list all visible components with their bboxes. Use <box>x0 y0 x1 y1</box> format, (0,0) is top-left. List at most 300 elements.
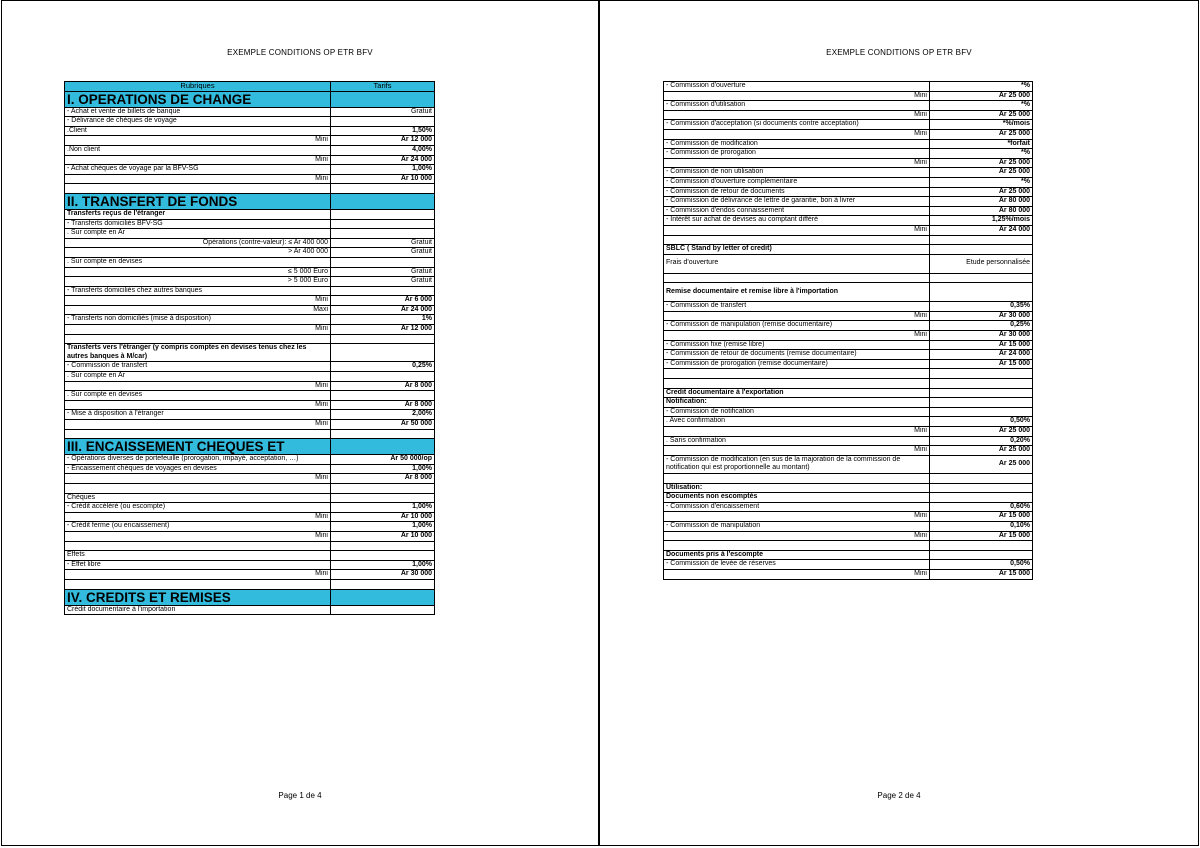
table-row <box>65 605 435 615</box>
table-row <box>65 400 435 410</box>
rubrique-cell: Mini <box>65 174 331 184</box>
tarif-cell: 1,00% <box>331 165 435 175</box>
table-row <box>664 245 1033 255</box>
tarif-cell: Ar 25 000 <box>930 110 1033 120</box>
rubrique-cell: Mini <box>65 381 331 391</box>
rubrique-cell: - Commission de manipulation (remise documentaire) <box>664 321 930 331</box>
rubrique-cell <box>664 235 930 245</box>
tarif-cell <box>331 257 435 267</box>
tarif-cell <box>331 372 435 382</box>
tarif-cell: Ar 25 000 <box>930 158 1033 168</box>
rubrique-cell: - Commission d'acceptation (si documents contre acceptation) <box>664 120 930 130</box>
tarif-cell: *%/mois <box>930 120 1033 130</box>
tarif-cell: 0,20% <box>930 436 1033 446</box>
page-2 <box>599 0 1199 846</box>
rubrique-cell: Frais d'ouverture <box>664 254 930 273</box>
tarif-cell: Gratuit <box>331 238 435 248</box>
tarif-cell <box>331 209 435 219</box>
table-row <box>664 273 1033 283</box>
rubrique-cell: Mini <box>65 296 331 306</box>
tarif-cell <box>930 379 1033 389</box>
table-row <box>65 248 435 258</box>
tarif-cell: 0,50% <box>930 417 1033 427</box>
tarif-cell <box>331 344 435 362</box>
rubrique-cell: - Commission d'encaissement <box>664 502 930 512</box>
tarif-cell: Ar 24 000 <box>331 155 435 165</box>
table-row <box>65 531 435 541</box>
rubrique-cell: - Commission d'ouverture complémentaire <box>664 177 930 187</box>
table-row <box>664 331 1033 341</box>
tarif-cell <box>930 369 1033 379</box>
section-title-filler <box>331 439 435 455</box>
rubrique-cell: - Encaissement chèques de voyages en devises <box>65 464 331 474</box>
rubrique-cell: .Client <box>65 126 331 136</box>
table-row <box>664 512 1033 522</box>
rubrique-cell: Chèques <box>65 493 331 503</box>
tarif-cell: Gratuit <box>331 277 435 287</box>
rubrique-cell: Notification: <box>664 398 930 408</box>
rubrique-cell: - Commission de levée de réserves <box>664 560 930 570</box>
tarif-cell: Ar 30 000 <box>930 311 1033 321</box>
rubrique-cell: Mini <box>65 420 331 430</box>
rubrique-cell: Mini <box>664 331 930 341</box>
rubrique-cell: > 5 000 Euro <box>65 277 331 287</box>
rubrique-cell: - Transferts non domiciliés (mise à disposition) <box>65 315 331 325</box>
tarif-cell <box>930 388 1033 398</box>
tarif-cell <box>331 579 435 589</box>
tarif-cell <box>331 541 435 551</box>
rubrique-cell <box>664 273 930 283</box>
section-heading-row <box>65 91 435 107</box>
table-row <box>65 209 435 219</box>
table-row <box>664 473 1033 483</box>
rubrique-cell: Credit documentaire à l'exportation <box>664 388 930 398</box>
tarif-cell: Ar 25 000 <box>930 187 1033 197</box>
tarif-cell: 4,00% <box>331 145 435 155</box>
section-title: IV. CREDITS ET REMISES <box>65 589 331 605</box>
page-1 <box>1 0 599 846</box>
rubrique-cell: - Commission de retour de documents (remise documentaire) <box>664 350 930 360</box>
tarif-cell <box>930 550 1033 560</box>
tarif-cell: 0,10% <box>930 521 1033 531</box>
rubrique-cell: - Commission de modification <box>664 139 930 149</box>
rubrique-cell: SBLC ( Stand by letter of credit) <box>664 245 930 255</box>
table-row <box>664 359 1033 369</box>
tarif-cell: 0,60% <box>930 502 1033 512</box>
tarif-cell <box>930 493 1033 503</box>
table-row <box>664 302 1033 312</box>
table-row <box>65 483 435 493</box>
tarif-cell: Ar 25 000 <box>930 427 1033 437</box>
rubrique-cell: > Ar 400 000 <box>65 248 331 258</box>
table-row <box>65 420 435 430</box>
tarif-cell <box>930 541 1033 551</box>
rubrique-cell <box>664 473 930 483</box>
table-row <box>65 145 435 155</box>
tarif-cell: Ar 10 000 <box>331 512 435 522</box>
table-row <box>664 206 1033 216</box>
table-row <box>664 91 1033 101</box>
tarif-cell: 1,00% <box>331 560 435 570</box>
tarif-cell: 0,50% <box>930 560 1033 570</box>
tarif-cell: Ar 24 000 <box>930 350 1033 360</box>
rubrique-cell: - Commission de non utilisation <box>664 168 930 178</box>
tarif-cell <box>331 391 435 401</box>
rubrique-cell: Mini <box>664 129 930 139</box>
tarif-cell: Ar 30 000 <box>930 331 1033 341</box>
tarif-cell: Ar 24 000 <box>930 225 1033 235</box>
table-row <box>664 483 1033 493</box>
tarif-cell <box>331 286 435 296</box>
rubrique-cell: - Opérations diverses de portefeuille (prorogation, impayé, acceptation, …) <box>65 455 331 465</box>
table-row <box>65 277 435 287</box>
table-row <box>664 120 1033 130</box>
table-row <box>65 455 435 465</box>
rubrique-cell: Mini <box>664 569 930 579</box>
table-row <box>65 464 435 474</box>
section-title: I. OPERATIONS DE CHANGE <box>65 91 331 107</box>
table-row <box>664 197 1033 207</box>
tarif-cell: *% <box>930 82 1033 92</box>
table-row <box>65 381 435 391</box>
rubrique-cell: Mini <box>65 474 331 484</box>
page-footer: Page 2 de 4 <box>877 791 921 800</box>
table-row <box>664 82 1033 92</box>
tariff-table <box>64 81 435 615</box>
table-row <box>65 184 435 194</box>
table-row <box>65 362 435 372</box>
table-row <box>65 229 435 239</box>
table-row <box>664 350 1033 360</box>
table-row <box>664 550 1033 560</box>
tarif-cell <box>930 398 1033 408</box>
table-row <box>664 177 1033 187</box>
tarif-cell <box>930 407 1033 417</box>
table-row <box>65 570 435 580</box>
tarif-cell: Ar 12 000 <box>331 136 435 146</box>
rubrique-cell <box>65 579 331 589</box>
tarif-cell: Ar 15 000 <box>930 359 1033 369</box>
table-row <box>65 372 435 382</box>
section-heading-row <box>65 439 435 455</box>
table-row <box>664 369 1033 379</box>
tarif-cell: *forfait <box>930 139 1033 149</box>
table-row <box>664 101 1033 111</box>
table-row <box>664 311 1033 321</box>
tariff-table <box>663 81 1033 580</box>
rubrique-cell: - Transferts domiciliés chez autres banques <box>65 286 331 296</box>
table-row <box>664 436 1033 446</box>
tarif-cell: Ar 25 000 <box>930 168 1033 178</box>
tarif-cell: 0,25% <box>930 321 1033 331</box>
tarif-cell: Ar 30 000 <box>331 570 435 580</box>
rubrique-cell: Mini <box>65 400 331 410</box>
table-row <box>65 238 435 248</box>
rubrique-cell: - Commission de modification (en sus de la majoration de la commission de notification qui est proportionnelle au montant) <box>664 455 930 473</box>
table-row <box>664 225 1033 235</box>
rubrique-cell: .Non client <box>65 145 331 155</box>
rubrique-cell: Mini <box>664 446 930 456</box>
table-row <box>664 388 1033 398</box>
table-row <box>65 410 435 420</box>
tarif-cell: Ar 8 000 <box>331 474 435 484</box>
column-header-rubriques: Rubriques <box>65 82 331 92</box>
rubrique-cell: - Crédit ferme (ou encaissement) <box>65 522 331 532</box>
tarif-cell: 0,35% <box>930 302 1033 312</box>
tarif-cell <box>331 117 435 127</box>
tarif-cell: Ar 24 000 <box>331 305 435 315</box>
rubrique-cell: - Mise à disposition à l'étranger <box>65 410 331 420</box>
page-header: EXEMPLE CONDITIONS OP ETR BFV <box>227 48 373 57</box>
table-row <box>65 474 435 484</box>
tarif-cell: Ar 6 000 <box>331 296 435 306</box>
tarif-cell: Ar 25 000 <box>930 446 1033 456</box>
table-row <box>664 569 1033 579</box>
rubrique-cell <box>65 334 331 344</box>
rubrique-cell <box>664 541 930 551</box>
tarif-cell: 1,50% <box>331 126 435 136</box>
rubrique-cell: - Commission fixe (remise libre) <box>664 340 930 350</box>
table-row <box>65 107 435 117</box>
rubrique-cell: - Transferts domiciliés BFV-SG <box>65 219 331 229</box>
table-row <box>65 155 435 165</box>
table-row <box>65 174 435 184</box>
table-row <box>664 187 1033 197</box>
table-row <box>65 257 435 267</box>
tarif-cell: Ar 10 000 <box>331 174 435 184</box>
table-row <box>664 149 1033 159</box>
rubrique-cell: Mini <box>65 155 331 165</box>
tarif-cell <box>331 229 435 239</box>
tarif-cell: 1,00% <box>331 503 435 513</box>
table-row <box>664 283 1033 302</box>
rubrique-cell: - Commission de manipulation <box>664 521 930 531</box>
tarif-cell: Ar 15 000 <box>930 531 1033 541</box>
table-row <box>65 541 435 551</box>
rubrique-cell: - Commission de transfert <box>664 302 930 312</box>
table-row <box>664 168 1033 178</box>
table-row <box>65 512 435 522</box>
table-row <box>65 315 435 325</box>
rubrique-cell <box>65 483 331 493</box>
table-row <box>664 521 1033 531</box>
table-row <box>65 305 435 315</box>
rubrique-cell: Mini <box>664 311 930 321</box>
table-row <box>65 391 435 401</box>
tarif-cell: Ar 25 000 <box>930 455 1033 473</box>
rubrique-cell: Effets <box>65 551 331 561</box>
tarif-cell <box>331 483 435 493</box>
table-row <box>664 254 1033 273</box>
tarif-cell: Ar 12 000 <box>331 325 435 335</box>
section-heading-row <box>65 589 435 605</box>
rubrique-cell: - Commission d'endos connaissement <box>664 206 930 216</box>
rubrique-cell: - Commission de prorogation (remise documentaire) <box>664 359 930 369</box>
table-row <box>65 344 435 362</box>
tarif-cell: Ar 8 000 <box>331 381 435 391</box>
tarif-cell: Ar 80 000 <box>930 197 1033 207</box>
tarif-cell <box>930 235 1033 245</box>
tarif-cell <box>331 429 435 439</box>
rubrique-cell: . Sur compte en Ar <box>65 229 331 239</box>
tarif-cell: Ar 80 000 <box>930 206 1033 216</box>
tarif-cell: Gratuit <box>331 267 435 277</box>
tarif-cell <box>331 219 435 229</box>
table-row <box>664 158 1033 168</box>
table-row <box>664 139 1033 149</box>
rubrique-cell: Mini <box>65 136 331 146</box>
rubrique-cell: - Achat et vente de billets de banque <box>65 107 331 117</box>
tarif-cell <box>930 273 1033 283</box>
rubrique-cell: Documents non escomptés <box>664 493 930 503</box>
table-row <box>65 560 435 570</box>
rubrique-cell <box>65 184 331 194</box>
rubrique-cell: Mini <box>65 512 331 522</box>
tarif-cell <box>331 551 435 561</box>
rubrique-cell: . Sans confirmation <box>664 436 930 446</box>
table-row <box>664 560 1033 570</box>
rubrique-cell: . Sur compte en devises <box>65 391 331 401</box>
rubrique-cell: - Commission d'utilisation <box>664 101 930 111</box>
rubrique-cell: - Commission de prorogation <box>664 149 930 159</box>
rubrique-cell: Transferts reçus de l'étranger <box>65 209 331 219</box>
tarif-cell: 1% <box>331 315 435 325</box>
table-row <box>65 136 435 146</box>
tarif-cell: Ar 25 000 <box>930 91 1033 101</box>
rubrique-cell: - Commission de transfert <box>65 362 331 372</box>
rubrique-cell <box>65 429 331 439</box>
page-header: EXEMPLE CONDITIONS OP ETR BFV <box>826 48 972 57</box>
rubrique-cell: Maxi <box>65 305 331 315</box>
table-row <box>664 110 1033 120</box>
tarif-cell: Ar 15 000 <box>930 340 1033 350</box>
tarif-cell: 1,00% <box>331 464 435 474</box>
tarif-cell: 2,00% <box>331 410 435 420</box>
rubrique-cell: Crédit documentaire à l'importation <box>65 605 331 615</box>
table-row <box>65 267 435 277</box>
rubrique-cell: Mini <box>664 91 930 101</box>
rubrique-cell: - Commission de délivrance de lettre de garantie, bon à livrer <box>664 197 930 207</box>
rubrique-cell: Mini <box>664 531 930 541</box>
table-row <box>664 493 1033 503</box>
rubrique-cell <box>664 379 930 389</box>
rubrique-cell: Mini <box>664 158 930 168</box>
rubrique-cell: ≤ 5 000 Euro <box>65 267 331 277</box>
section-title-filler <box>331 193 435 209</box>
tarif-cell: Ar 8 000 <box>331 400 435 410</box>
tarif-cell <box>331 493 435 503</box>
section-heading-row <box>65 193 435 209</box>
tarif-cell: Gratuit <box>331 248 435 258</box>
rubrique-cell <box>65 541 331 551</box>
rubrique-cell: Documents pris à l'escompte <box>664 550 930 560</box>
table-row <box>664 417 1033 427</box>
tarif-cell: Ar 50 000 <box>331 420 435 430</box>
column-header-tarifs: Tarifs <box>331 82 435 92</box>
rubrique-cell: Transferts vers l'étranger (y compris comptes en devises tenus chez les autres banques à M/car) <box>65 344 331 362</box>
tarif-cell <box>331 334 435 344</box>
section-title: II. TRANSFERT DE FONDS <box>65 193 331 209</box>
tarif-cell <box>930 283 1033 302</box>
table-row <box>65 493 435 503</box>
rubrique-cell: Mini <box>664 225 930 235</box>
rubrique-cell: Mini <box>664 512 930 522</box>
tarif-cell: Ar 15 000 <box>930 512 1033 522</box>
tarif-cell: Gratuit <box>331 107 435 117</box>
table-row <box>65 296 435 306</box>
rubrique-cell: - Délivrance de chèques de voyage <box>65 117 331 127</box>
table-row <box>664 321 1033 331</box>
tarif-cell: Ar 50 000/op <box>331 455 435 465</box>
table-row <box>65 117 435 127</box>
rubrique-cell: . Sur compte en Ar <box>65 372 331 382</box>
tarif-cell: *% <box>930 149 1033 159</box>
tarif-cell: Ar 15 000 <box>930 569 1033 579</box>
rubrique-cell: Opérations (contre-valeur): ≤ Ar 400 000 <box>65 238 331 248</box>
table-row <box>664 379 1033 389</box>
table-row <box>664 398 1033 408</box>
tarif-cell: 1,00% <box>331 522 435 532</box>
tarif-cell: 1,25%/mois <box>930 216 1033 226</box>
rubrique-cell: Mini <box>65 325 331 335</box>
section-title: III. ENCAISSEMENT CHEQUES ET <box>65 439 331 455</box>
rubrique-cell: Utilisation: <box>664 483 930 493</box>
tarif-cell <box>930 473 1033 483</box>
tarif-cell: Ar 10 000 <box>331 531 435 541</box>
rubrique-cell: . Sur compte en devises <box>65 257 331 267</box>
tarif-cell: 0,25% <box>331 362 435 372</box>
rubrique-cell: - Effet libre <box>65 560 331 570</box>
section-title-filler <box>331 589 435 605</box>
table-row <box>65 219 435 229</box>
table-header-row <box>65 82 435 92</box>
table-row <box>664 235 1033 245</box>
table-row <box>664 216 1033 226</box>
rubrique-cell: - Commission de notification <box>664 407 930 417</box>
tarif-cell: *% <box>930 177 1033 187</box>
rubrique-cell: Remise documentaire et remise libre à l'importation <box>664 283 930 302</box>
rubrique-cell: Mini <box>65 531 331 541</box>
rubrique-cell: Mini <box>65 570 331 580</box>
rubrique-cell: Mini <box>664 427 930 437</box>
table-row <box>664 531 1033 541</box>
tarif-cell: Etude personnalisée <box>930 254 1033 273</box>
table-row <box>664 446 1033 456</box>
tarif-cell <box>930 483 1033 493</box>
rubrique-cell: - Commission de retour de documents <box>664 187 930 197</box>
table-row <box>65 551 435 561</box>
rubrique-cell: - Commission d'ouverture <box>664 82 930 92</box>
section-title-filler <box>331 91 435 107</box>
table-row <box>65 522 435 532</box>
table-row <box>664 129 1033 139</box>
table-row <box>664 502 1033 512</box>
table-row <box>65 503 435 513</box>
tarif-cell <box>331 605 435 615</box>
table-row <box>664 541 1033 551</box>
table-row <box>65 325 435 335</box>
tarif-cell: Ar 25 000 <box>930 129 1033 139</box>
rubrique-cell: . Avec confirmation <box>664 417 930 427</box>
rubrique-cell: - Intérêt sur achat de devises au comptant différé <box>664 216 930 226</box>
rubrique-cell: Mini <box>664 110 930 120</box>
table-row <box>65 579 435 589</box>
table-row <box>664 407 1033 417</box>
tarif-cell <box>930 245 1033 255</box>
table-row <box>664 427 1033 437</box>
table-row <box>664 340 1033 350</box>
tarif-cell: *% <box>930 101 1033 111</box>
